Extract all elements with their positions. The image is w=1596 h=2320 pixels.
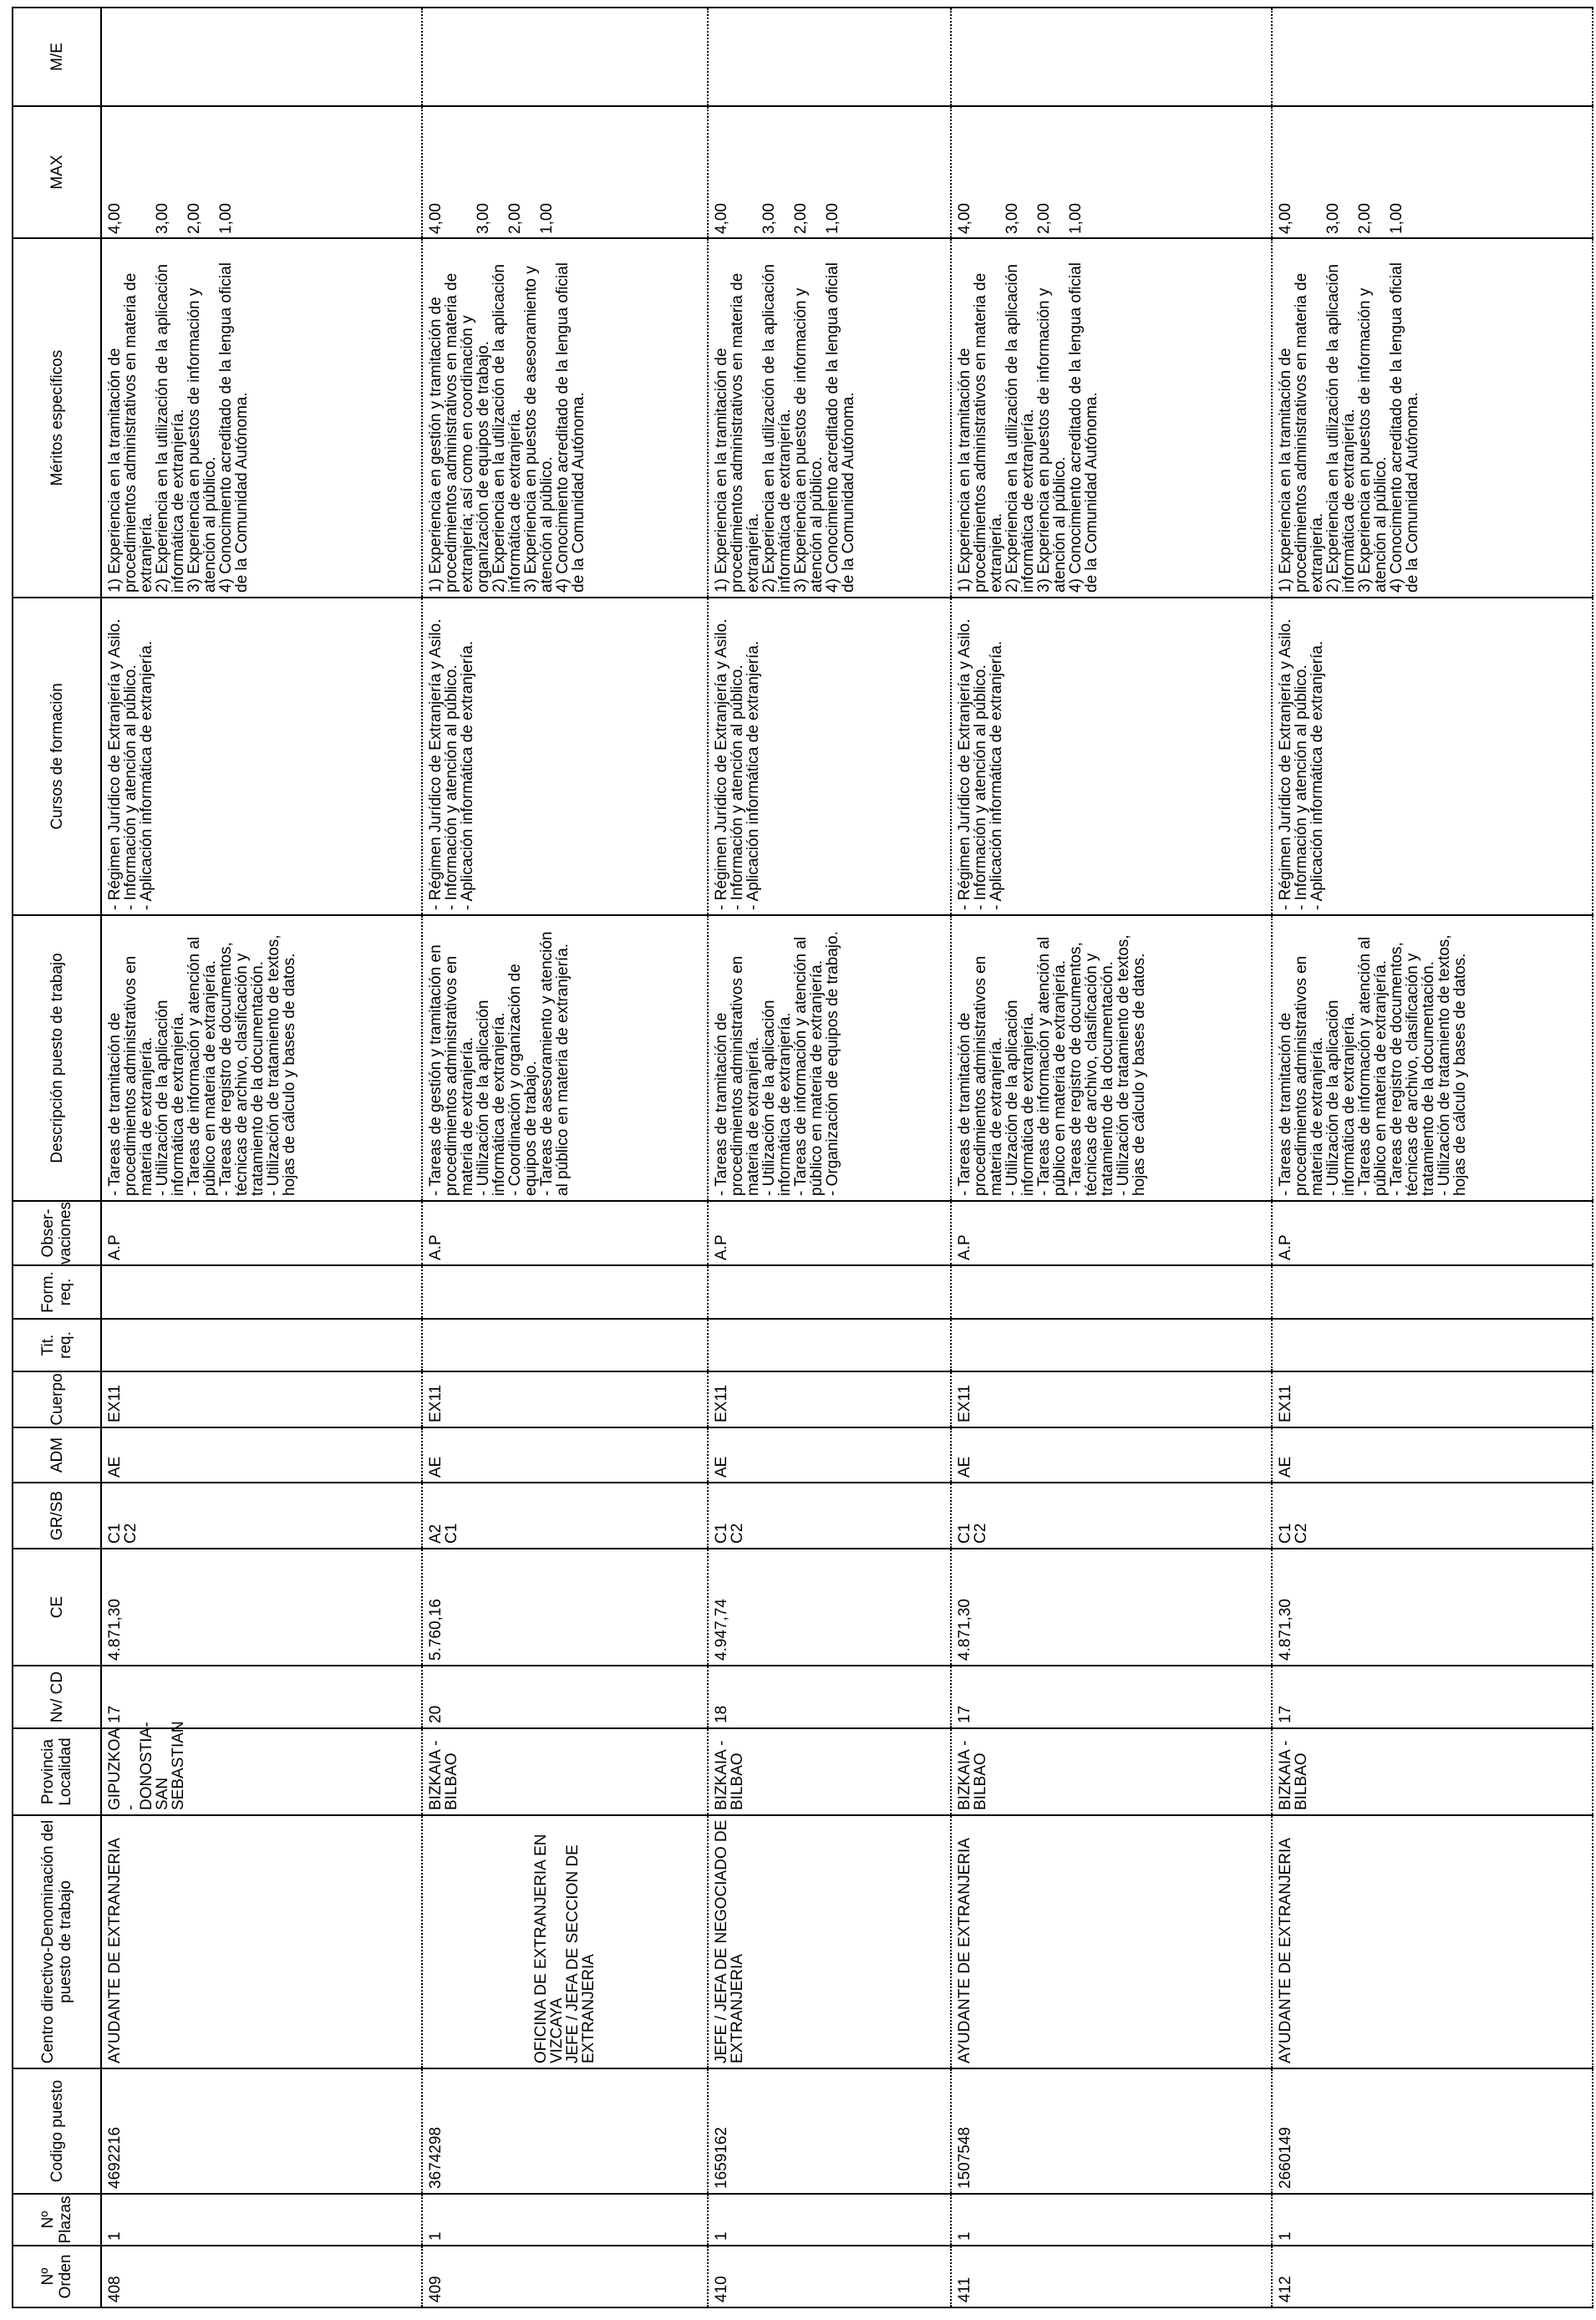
- cell-centro-text: AYUDANTE DE EXTRANJERIA: [106, 1838, 124, 2063]
- cell-descripcion-text: - Tareas de tramitación de procedimientos administrativos en materia de extranjería. - Utilización de la aplicación informática de extranjería. - Tareas de información y atención al público en materia de extranjería. - Tareas de registro de documentos, técnicas de archivo, clasificación y tratamiento de la documentación. - Utilización de tratamiento de textos, hojas de cálculo y bases de datos.: [1276, 934, 1469, 1196]
- cell-meritos-text: 1) Experiencia en la tramitación de procedimientos administrativos en materia de extranjería. 2) Experiencia en la utilización de la aplicación informática de extranjería. 3) Experiencia en puestos de información y atención al público. 4) Conocimiento acreditado de la lengua oficial de la Comunidad Autónoma.: [955, 262, 1100, 593]
- cell-orden: [101, 2246, 422, 2307]
- table-row: [101, 8, 422, 2307]
- cell-codigo: [708, 2068, 951, 2194]
- cell-codigo-text: 2660149: [1276, 2127, 1294, 2189]
- cell-descripcion-text: - Tareas de tramitación de procedimientos administrativos en materia de extranjería. - Utilización de la aplicación informática de extranjería. - Tareas de información y atención al público en materia de extranjería. - Tareas de registro de documentos, técnicas de archivo, clasificación y tratamiento de la documentación. - Utilización de tratamiento de textos, hojas de cálculo y bases de datos.: [106, 934, 298, 1196]
- cell-observaciones-text: A.P: [106, 1234, 124, 1260]
- max-score: 3,00: [1324, 203, 1342, 234]
- cell-provincia-text: BIZKAIA - BILBAO: [427, 1736, 460, 1810]
- cell-ce: [1272, 1549, 1593, 1666]
- cell-centro-header: OFICINA DE EXTRANJERIA EN VIZCAYA: [532, 1829, 566, 2063]
- cell-ce-text: 4.871,30: [1276, 1599, 1294, 1661]
- cell-cursos: [951, 598, 1272, 915]
- cell-descripcion-text: - Tareas de tramitación de procedimientos administrativos en materia de extranjería. - Utilización de la aplicación informática de extranjería. - Tareas de información y atención al público en materia de extranjería. - Tareas de registro de documentos, técnicas de archivo, clasificación y tratamiento de la documentación. - Utilización de tratamiento de textos, hojas de cálculo y bases de datos.: [955, 934, 1148, 1196]
- cell-orden-text: 412: [1276, 2276, 1294, 2302]
- cell-cursos-text: - Régimen Jurídico de Extranjería y Asilo. - Información y atención al público. - Aplicación informática de extranjería.: [712, 618, 762, 910]
- cell-meritos: [1272, 238, 1593, 598]
- col-titulacion: Tit. req.: [13, 1319, 101, 1371]
- col-me: M/E: [13, 8, 101, 106]
- cell-grupo-text: C1 C2: [712, 1523, 746, 1544]
- col-orden: Nº Orden: [13, 2246, 101, 2307]
- cell-adm: [101, 1427, 422, 1483]
- col-adm: ADM: [13, 1427, 101, 1483]
- cell-max: [1272, 106, 1593, 238]
- cell-ce-text: 4.947,74: [712, 1599, 730, 1661]
- cell-centro: [101, 1815, 422, 2068]
- col-grupo: GR/SB: [13, 1483, 101, 1549]
- cell-cursos: [101, 598, 422, 915]
- cell-orden: [708, 2246, 951, 2307]
- max-score: 3,00: [475, 203, 492, 234]
- cell-cuerpo: [951, 1371, 1272, 1427]
- max-score: 4,00: [955, 203, 973, 234]
- cell-titulacion: [1272, 1319, 1593, 1371]
- col-plazas: Nº Plazas: [13, 2194, 101, 2246]
- cell-plazas-text: 1: [712, 2231, 730, 2241]
- max-score: 2,00: [1034, 203, 1053, 234]
- cell-adm: [708, 1427, 951, 1483]
- cell-cursos: [1272, 598, 1593, 915]
- cell-codigo: [101, 2068, 422, 2194]
- cell-meritos-text: 1) Experiencia en la tramitación de procedimientos administrativos en materia de extranjería. 2) Experiencia en la utilización de la aplicación informática de extranjería. 3) Experiencia en puestos de información y atención al público. 4) Conocimiento acreditado de la lengua oficial de la Comunidad Autónoma.: [106, 262, 251, 593]
- cell-provincia: [708, 1728, 951, 1815]
- cell-provincia: [101, 1721, 422, 1815]
- cell-cursos: [422, 598, 708, 915]
- cell-orden: [422, 2246, 708, 2307]
- cell-descripcion: [951, 915, 1272, 1201]
- cell-descripcion: [422, 915, 708, 1201]
- max-score: 4,00: [427, 203, 445, 234]
- cell-meritos-text: 1) Experiencia en la tramitación de procedimientos administrativos en materia de extranjería. 2) Experiencia en la utilización de la aplicación informática de extranjería. 3) Experiencia en puestos de información y atención al público. 4) Conocimiento acreditado de la lengua oficial de la Comunidad Autónoma.: [1276, 262, 1421, 593]
- cell-nivel: [1272, 1666, 1593, 1728]
- col-formacion: Form. req.: [13, 1265, 101, 1319]
- table-row: [951, 8, 1272, 2307]
- cell-meritos: [951, 238, 1272, 598]
- max-score: 4,00: [712, 203, 730, 234]
- col-nivel: Nv/ CD: [13, 1666, 101, 1728]
- col-cuerpo: Cuerpo: [13, 1371, 101, 1427]
- cell-ce: [422, 1549, 708, 1666]
- cell-centro: [708, 1815, 951, 2068]
- cell-plazas-text: 1: [955, 2231, 973, 2241]
- cell-descripcion: [1272, 915, 1593, 1201]
- cell-grupo: [708, 1483, 951, 1549]
- cell-formacion: [101, 1265, 422, 1319]
- cell-grupo-text: A2 C1: [427, 1523, 460, 1544]
- cell-cuerpo-text: EX11: [712, 1384, 730, 1422]
- cell-provincia: [422, 1728, 708, 1815]
- max-score: 2,00: [186, 203, 203, 234]
- cell-provincia: [1272, 1728, 1593, 1815]
- cell-me: [101, 8, 422, 106]
- cell-nivel: [101, 1666, 422, 1728]
- cell-cuerpo-text: EX11: [106, 1384, 124, 1422]
- cell-descripcion-text: - Tareas de tramitación de procedimientos administrativos en materia de extranjería. - Utilización de la aplicación informática de extranjería. - Tareas de información y atención al público en materia de extranjería. - Organización de equipos de trabajo.: [712, 931, 841, 1196]
- cell-grupo-text: C1 C2: [106, 1523, 140, 1544]
- max-score: 1,00: [217, 203, 235, 234]
- cell-titulacion: [422, 1319, 708, 1371]
- cell-descripcion-text: - Tareas de gestión y tramitación en procedimientos administrativos en materia de extranjería. - Utilización de la aplicación informática de extranjería. - Coordinación y organización de equipos de trabajo. - Tareas de asesoramiento y atención al público en materia de extranjería.: [427, 931, 572, 1196]
- cell-formacion: [1272, 1265, 1593, 1319]
- cell-grupo-text: C1 C2: [955, 1523, 989, 1544]
- cell-grupo: [101, 1483, 422, 1549]
- cell-provincia-text: GIPUZKOA - DONOSTIA-SAN SEBASTIAN: [106, 1721, 187, 1810]
- cell-adm-text: AE: [955, 1456, 973, 1478]
- cell-cursos-text: - Régimen Jurídico de Extranjería y Asilo. - Información y atención al público. - Aplicación informática de extranjería.: [427, 618, 476, 910]
- cell-nivel-text: 18: [712, 1705, 730, 1723]
- cell-observaciones: [422, 1201, 708, 1265]
- cell-codigo-text: 4692216: [106, 2127, 124, 2189]
- max-score: 2,00: [1355, 203, 1374, 234]
- cell-centro-text: AYUDANTE DE EXTRANJERIA: [1276, 1838, 1294, 2063]
- cell-cuerpo: [422, 1371, 708, 1427]
- cell-centro-text: JEFE / JEFA DE NEGOCIADO DE EXTRANJERIA: [712, 1815, 746, 2063]
- cell-observaciones-text: A.P: [712, 1234, 730, 1260]
- cell-codigo-text: 3674298: [427, 2127, 445, 2189]
- cell-ce: [951, 1549, 1272, 1666]
- cell-observaciones: [1272, 1201, 1593, 1265]
- cell-plazas: [101, 2194, 422, 2246]
- cell-ce-text: 5.760,16: [427, 1599, 445, 1661]
- table-body: [101, 8, 1593, 2307]
- table-row: [708, 8, 951, 2307]
- cell-cursos-text: - Régimen Jurídico de Extranjería y Asilo. - Información y atención al público. - Aplicación informática de extranjería.: [106, 618, 155, 910]
- cell-provincia: [951, 1728, 1272, 1815]
- cell-cuerpo: [1272, 1371, 1593, 1427]
- cell-observaciones-text: A.P: [955, 1234, 973, 1260]
- cell-codigo: [422, 2068, 708, 2194]
- cell-meritos: [422, 238, 708, 598]
- cell-grupo: [422, 1483, 708, 1549]
- col-codigo: Codigo puesto: [13, 2068, 101, 2194]
- max-score: 3,00: [154, 203, 171, 234]
- cell-plazas: [951, 2194, 1272, 2246]
- cell-nivel: [422, 1666, 708, 1728]
- max-score: 1,00: [1066, 203, 1085, 234]
- cell-nivel: [708, 1666, 951, 1728]
- cell-cuerpo-text: EX11: [427, 1384, 445, 1422]
- cell-adm-text: AE: [427, 1456, 445, 1478]
- cell-max: [422, 106, 708, 238]
- cell-adm-text: AE: [106, 1456, 124, 1478]
- cell-cuerpo-text: EX11: [955, 1384, 973, 1422]
- cell-adm: [951, 1427, 1272, 1483]
- cell-adm: [422, 1427, 708, 1483]
- cell-nivel-text: 17: [106, 1705, 124, 1723]
- cell-titulacion: [708, 1319, 951, 1371]
- cell-max: [951, 106, 1272, 238]
- col-observaciones: Obser-vaciones: [13, 1201, 101, 1265]
- cell-observaciones-text: A.P: [1276, 1234, 1294, 1260]
- cell-adm: [1272, 1427, 1593, 1483]
- cell-centro-denominacion: JEFE / JEFA DE SECCION DE EXTRANJERIA: [564, 1839, 597, 2063]
- cell-observaciones-text: A.P: [427, 1234, 445, 1260]
- cell-nivel-text: 17: [1276, 1705, 1294, 1723]
- cell-observaciones: [101, 1201, 422, 1265]
- max-score: 1,00: [823, 203, 841, 234]
- cell-meritos: [101, 238, 422, 598]
- header-row: [13, 8, 101, 2307]
- max-score: 4,00: [1276, 203, 1294, 234]
- cell-nivel-text: 17: [955, 1705, 973, 1723]
- max-score: 3,00: [760, 203, 778, 234]
- cell-orden-text: 408: [106, 2276, 124, 2302]
- cell-observaciones: [951, 1201, 1272, 1265]
- cell-orden-text: 411: [955, 2277, 973, 2302]
- cell-cuerpo: [708, 1371, 951, 1427]
- cell-me: [1272, 8, 1593, 106]
- col-descripcion: Descripción puesto de trabajo: [13, 915, 101, 1201]
- cell-titulacion: [951, 1319, 1272, 1371]
- cell-ce: [708, 1549, 951, 1666]
- cell-plazas-text: 1: [1276, 2231, 1294, 2241]
- col-max: MAX: [13, 106, 101, 238]
- cell-cuerpo: [101, 1371, 422, 1427]
- max-score: 3,00: [1003, 203, 1021, 234]
- cell-formacion: [422, 1265, 708, 1319]
- cell-centro: [422, 1815, 708, 2068]
- cell-plazas-text: 1: [427, 2231, 445, 2241]
- cell-meritos-text: 1) Experiencia en gestión y tramitación de procedimientos administrativos en materia de extranjería; así como en coordinación y organización de equipos de trabajo. 2) Experiencia en la utilización de la aplicación informática de extranjería. 3) Experiencia en puestos de asesoramiento y atención al público. 4) Conocimiento acreditado de la lengua oficial de la Comunidad Autónoma.: [427, 262, 587, 593]
- col-ce: CE: [13, 1549, 101, 1666]
- cell-orden-text: 409: [427, 2276, 445, 2302]
- cell-cursos-text: - Régimen Jurídico de Extranjería y Asilo. - Información y atención al público. - Aplicación informática de extranjería.: [1276, 618, 1326, 910]
- cell-centro: [1272, 1815, 1593, 2068]
- cell-centro-text: AYUDANTE DE EXTRANJERIA: [955, 1838, 973, 2063]
- cell-plazas-text: 1: [106, 2231, 124, 2241]
- cell-grupo: [1272, 1483, 1593, 1549]
- cell-formacion: [951, 1265, 1272, 1319]
- cell-plazas: [422, 2194, 708, 2246]
- cell-descripcion: [708, 915, 951, 1201]
- cell-provincia-text: BIZKAIA - BILBAO: [955, 1736, 989, 1810]
- table-row: [1272, 8, 1593, 2307]
- cell-plazas: [1272, 2194, 1593, 2246]
- max-score: 2,00: [506, 203, 524, 234]
- cell-me: [708, 8, 951, 106]
- cell-codigo-text: 1507548: [955, 2127, 973, 2189]
- cell-max: [101, 106, 422, 238]
- cell-formacion: [708, 1265, 951, 1319]
- max-score: 2,00: [791, 203, 810, 234]
- cell-meritos-text: 1) Experiencia en la tramitación de procedimientos administrativos en materia de extranjería. 2) Experiencia en la utilización de la aplicación informática de extranjería. 3) Experiencia en puestos de información y atención al público. 4) Conocimiento acreditado de la lengua oficial de la Comunidad Autónoma.: [712, 262, 857, 593]
- cell-me: [951, 8, 1272, 106]
- cell-codigo-text: 1659162: [712, 2127, 730, 2189]
- cell-nivel-text: 20: [427, 1705, 445, 1723]
- cell-orden: [1272, 2246, 1593, 2307]
- cell-grupo-text: C1 C2: [1276, 1523, 1310, 1544]
- cell-grupo: [951, 1483, 1272, 1549]
- col-centro: Centro directivo-Denominación del puesto de trabajo: [13, 1815, 101, 2068]
- cell-cursos-text: - Régimen Jurídico de Extranjería y Asilo. - Información y atención al público. - Aplicación informática de extranjería.: [955, 618, 1005, 910]
- cell-nivel: [951, 1666, 1272, 1728]
- cell-centro: [951, 1815, 1272, 2068]
- col-provincia: Provincia Localidad: [13, 1728, 101, 1815]
- cell-plazas: [708, 2194, 951, 2246]
- table-row: [422, 8, 708, 2307]
- cell-meritos: [708, 238, 951, 598]
- cell-orden: [951, 2246, 1272, 2307]
- max-score: 4,00: [106, 203, 124, 234]
- cell-ce: [101, 1549, 422, 1666]
- cell-codigo: [1272, 2068, 1593, 2194]
- cell-cuerpo-text: EX11: [1276, 1384, 1294, 1422]
- cell-me: [422, 8, 708, 106]
- cell-ce-text: 4.871,30: [955, 1599, 973, 1661]
- col-meritos: Méritos específicos: [13, 238, 101, 598]
- cell-adm-text: AE: [1276, 1456, 1294, 1478]
- cell-titulacion: [101, 1319, 422, 1371]
- cell-observaciones: [708, 1201, 951, 1265]
- cell-cursos: [708, 598, 951, 915]
- cell-orden-text: 410: [712, 2276, 730, 2302]
- cell-provincia-text: BIZKAIA - BILBAO: [1276, 1736, 1310, 1810]
- cell-codigo: [951, 2068, 1272, 2194]
- max-score: 1,00: [1387, 203, 1405, 234]
- cell-descripcion: [101, 915, 422, 1201]
- max-score: 1,00: [538, 203, 556, 234]
- job-positions-table: [12, 7, 1593, 2308]
- cell-adm-text: AE: [712, 1456, 730, 1478]
- cell-max: [708, 106, 951, 238]
- col-cursos: Cursos de formación: [13, 598, 101, 915]
- cell-ce-text: 4.871,30: [106, 1599, 124, 1661]
- cell-provincia-text: BIZKAIA - BILBAO: [712, 1736, 746, 1810]
